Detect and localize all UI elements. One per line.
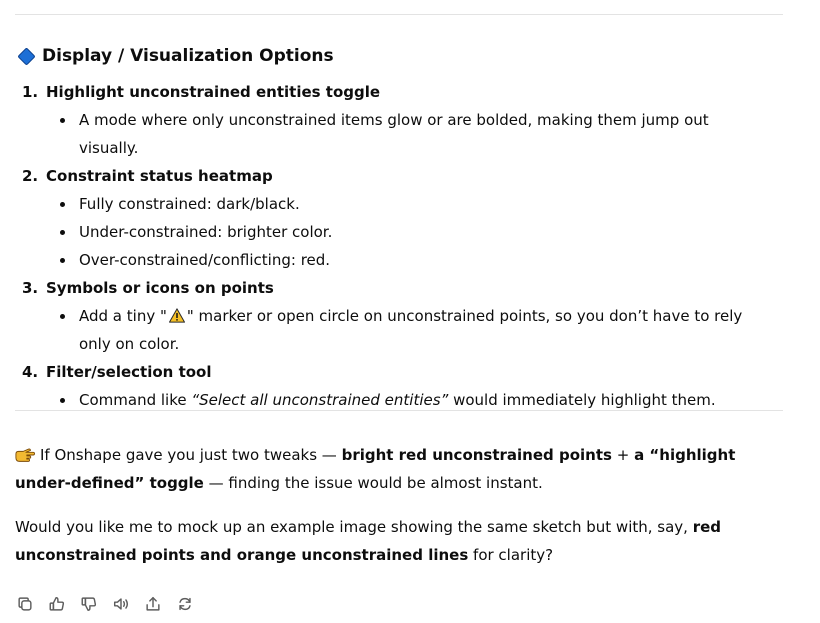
list-item	[0, 358, 800, 386]
paragraph-text: If Onshape gave you just two tweaks —	[40, 446, 342, 464]
summary-paragraph	[15, 441, 790, 497]
options-list	[0, 78, 800, 414]
item-title: Highlight unconstrained entities toggle	[46, 83, 381, 101]
list-item	[0, 78, 800, 106]
command-example: “Select all unconstrained entities”	[191, 391, 449, 409]
item-title: Filter/selection tool	[46, 363, 212, 381]
bullet-item	[0, 302, 800, 358]
bullet-item: Under-constrained: brighter color.	[0, 218, 800, 246]
list-item	[0, 162, 800, 190]
thumbs-down-icon[interactable]	[79, 594, 99, 614]
thumbs-up-icon[interactable]	[47, 594, 67, 614]
bullet-text: " marker or open circle on unconstrained points, so you don’t have to rely only on color.	[79, 307, 743, 353]
section-heading	[16, 46, 334, 66]
paragraph-text: — finding the issue would be almost instant.	[203, 474, 543, 492]
bullet-text: Command like	[79, 391, 192, 409]
bullet-item: Fully constrained: dark/black.	[0, 190, 800, 218]
list-item	[0, 274, 800, 302]
message-actions	[15, 594, 195, 614]
pointing-hand-icon	[15, 447, 35, 463]
bold-phrase: bright red unconstrained points	[341, 446, 612, 464]
question-paragraph	[15, 513, 790, 569]
divider-middle	[15, 410, 783, 411]
paragraph-text: for clarity?	[468, 546, 554, 564]
share-icon[interactable]	[143, 594, 163, 614]
item-number: 2.	[22, 167, 39, 185]
copy-icon[interactable]	[15, 594, 35, 614]
bold-phrase: red unconstrained points and orange unconstrained lines	[15, 518, 722, 564]
bullet-text: would immediately highlight them.	[448, 391, 716, 409]
item-title: Constraint status heatmap	[46, 167, 273, 185]
item-number: 1.	[22, 83, 39, 101]
warning-icon	[168, 308, 186, 323]
bullet-item: A mode where only unconstrained items glow or are bolded, making them jump out visually.	[0, 106, 800, 162]
bold-phrase: a “highlight under-defined” toggle	[15, 446, 736, 492]
bullet-item: Over-constrained/conflicting: red.	[0, 246, 800, 274]
blue-diamond-icon	[17, 47, 35, 65]
divider-top	[15, 14, 783, 15]
bullet-text: Add a tiny "	[79, 307, 167, 325]
regenerate-icon[interactable]	[175, 594, 195, 614]
item-number: 3.	[22, 279, 39, 297]
paragraph-text: Would you like me to mock up an example image showing the same sketch but with, say,	[15, 518, 693, 536]
section-title: Display / Visualization Options	[42, 46, 334, 66]
read-aloud-icon[interactable]	[111, 594, 131, 614]
item-title: Symbols or icons on points	[46, 279, 274, 297]
item-number: 4.	[22, 363, 39, 381]
paragraph-text: +	[611, 446, 635, 464]
